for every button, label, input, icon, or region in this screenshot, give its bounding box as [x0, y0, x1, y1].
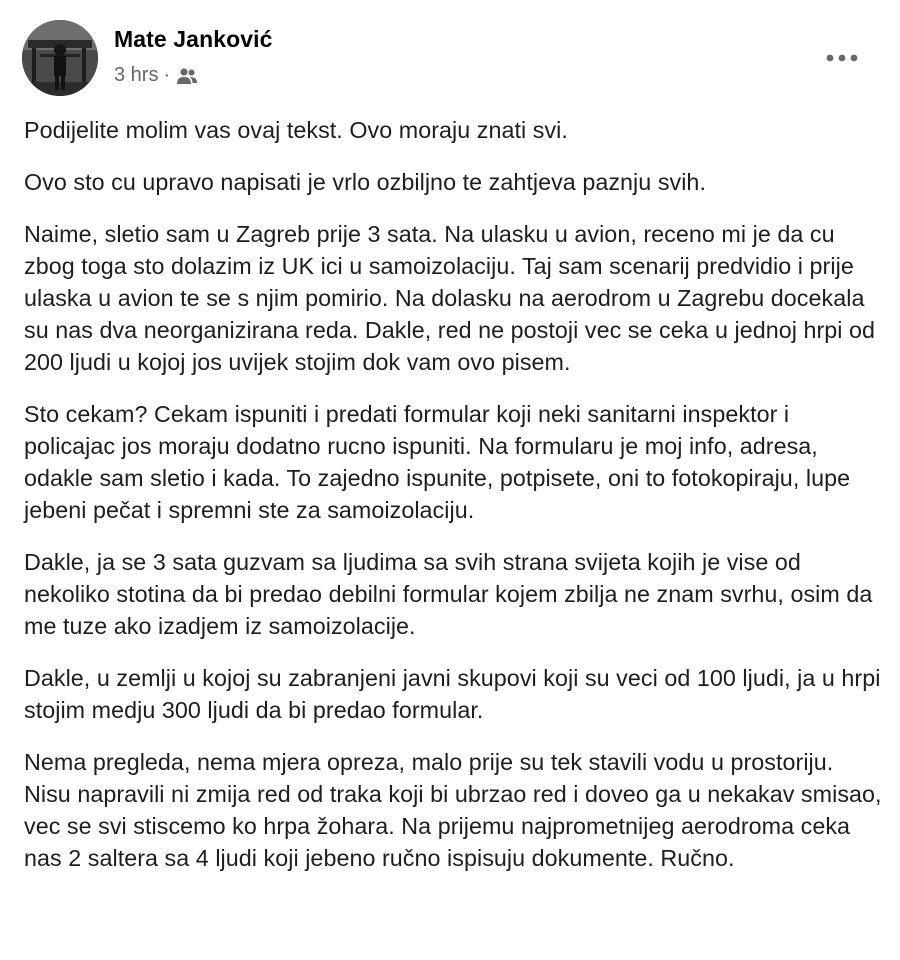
post-paragraph: Naime, sletio sam u Zagreb prije 3 sata. Na ulasku u avion, receno mi je da cu zbog toga sto dolazim iz UK ici u samoizolaciju. Taj sam scenarij predvidio i prije ulaska u avion te se s njim pomirio. Na dolasku na aerodrom u Zagrebu docekala su nas dva neorganizirana reda. Dakle, red ne postoji vec se ceka u jednoj hrpi od 200 ljudi u kojoj jos uvijek stojim dok vam ovo pisem.: [24, 221, 876, 375]
post-paragraph: Sto cekam? Cekam ispuniti i predati formular koji neki sanitarni inspektor i policajac jos moraju dodatno rucno ispuniti. Na formularu je moj info, adresa, odakle sam sletio i kada. To zajedno ispunite, potpisete, oni to fotokopiraju, lupe jebeni pečat i spremni ste za samoizolaciju.: [24, 401, 851, 523]
post-paragraph: Dakle, ja se 3 sata guzvam sa ljudima sa svih strana svijeta kojih je vise od nekoliko stotina da bi predao debilni formular kojem zbilja ne znam svrhu, osim da me tuze ako izadjem iz samoizolacije.: [24, 549, 873, 639]
post-body: [24, 114, 884, 894]
post-paragraph: Dakle, u zemlji u kojoj su zabranjeni javni skupovi koji su veci od 100 ljudi, ja u hrpi stojim medju 300 ljudi da bi predao formular.: [24, 665, 881, 723]
meta-separator: ·: [163, 64, 171, 86]
avatar-photo: [22, 20, 98, 96]
more-options-icon: [822, 50, 862, 66]
post-time[interactable]: 3 hrs: [114, 64, 159, 86]
post-meta: [114, 64, 198, 87]
friends-icon[interactable]: [176, 67, 198, 85]
avatar[interactable]: [22, 20, 98, 96]
post-paragraph: Ovo sto cu upravo napisati je vrlo ozbiljno te zahtjeva paznju svih.: [24, 169, 706, 195]
post-paragraph: Podijelite molim vas ovaj tekst. Ovo moraju znati svi.: [24, 117, 568, 143]
more-options-button[interactable]: [822, 50, 862, 66]
author-name[interactable]: Mate Janković: [114, 26, 273, 52]
post-paragraph: Nema pregleda, nema mjera opreza, malo prije su tek stavili vodu u prostoriju. Nisu napravili ni zmija red od traka koji bi ubrzao red i doveo ga u nekakav smisao, vec se svi stiscemo ko hrpa žohara. Na prijemu najprometnijeg aerodroma ceka nas 2 saltera sa 4 ljudi koji jebeno ručno ispisuju dokumente. Ručno.: [24, 749, 882, 871]
post-header: [22, 20, 870, 100]
